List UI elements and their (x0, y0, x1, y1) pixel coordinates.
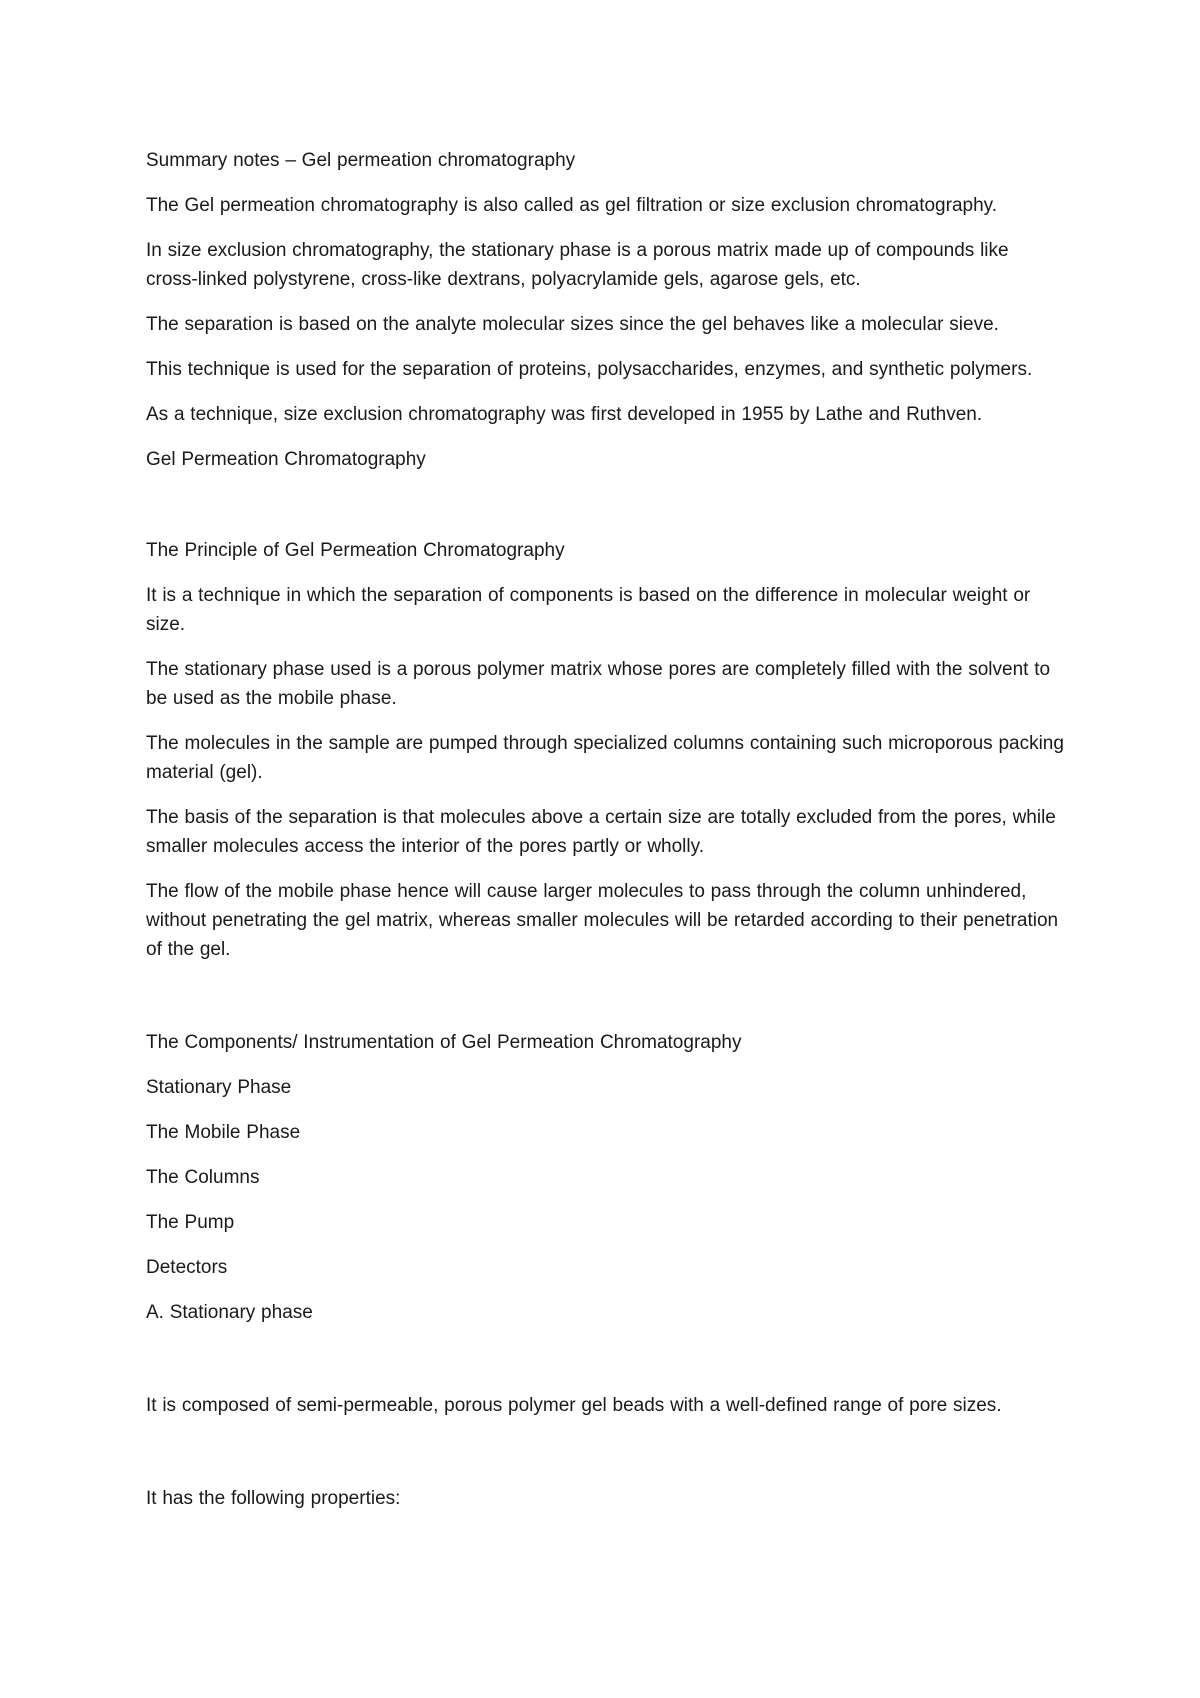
paragraph: The stationary phase used is a porous polymer matrix whose pores are completely filled with the solvent to be used as the mobile phase. (146, 659, 1051, 709)
paragraph: It is composed of semi-permeable, porous polymer gel beads with a well-defined range of pore sizes. (146, 1395, 1002, 1416)
paragraph: This technique is used for the separation of proteins, polysaccharides, enzymes, and synthetic polymers. (146, 359, 1033, 380)
paragraph: The flow of the mobile phase hence will cause larger molecules to pass through the column unhindered, without penetrating the gel matrix, whereas smaller molecules will be retarded according to their penetration of the gel. (146, 881, 1059, 960)
document-body (146, 146, 1066, 1529)
document-title: Summary notes – Gel permeation chromatography (146, 150, 576, 171)
paragraph: The Gel permeation chromatography is also called as gel filtration or size exclusion chromatography. (146, 195, 998, 216)
list-item: The Columns (146, 1167, 260, 1188)
list-item: Detectors (146, 1257, 228, 1278)
section-heading: The Components/ Instrumentation of Gel Permeation Chromatography (146, 1032, 742, 1053)
list-item: The Pump (146, 1212, 235, 1233)
paragraph: It is a technique in which the separation of components is based on the difference in molecular weight or size. (146, 585, 1031, 635)
paragraph: The molecules in the sample are pumped through specialized columns containing such microporous packing material (gel). (146, 733, 1064, 783)
paragraph: The separation is based on the analyte molecular sizes since the gel behaves like a molecular sieve. (146, 314, 999, 335)
list-item: Stationary Phase (146, 1077, 292, 1098)
paragraph: As a technique, size exclusion chromatography was first developed in 1955 by Lathe and Ruthven. (146, 404, 983, 425)
list-item: The Mobile Phase (146, 1122, 301, 1143)
paragraph: The basis of the separation is that molecules above a certain size are totally excluded from the pores, while smaller molecules access the interior of the pores partly or wholly. (146, 807, 1056, 857)
paragraph: In size exclusion chromatography, the stationary phase is a porous matrix made up of compounds like cross-linked polystyrene, cross-like dextrans, polyacrylamide gels, agarose gels, etc. (146, 240, 1009, 290)
subsection-heading: A. Stationary phase (146, 1302, 313, 1323)
section-heading: Gel Permeation Chromatography (146, 449, 426, 470)
paragraph: It has the following properties: (146, 1488, 401, 1509)
section-heading: The Principle of Gel Permeation Chromatography (146, 540, 565, 561)
